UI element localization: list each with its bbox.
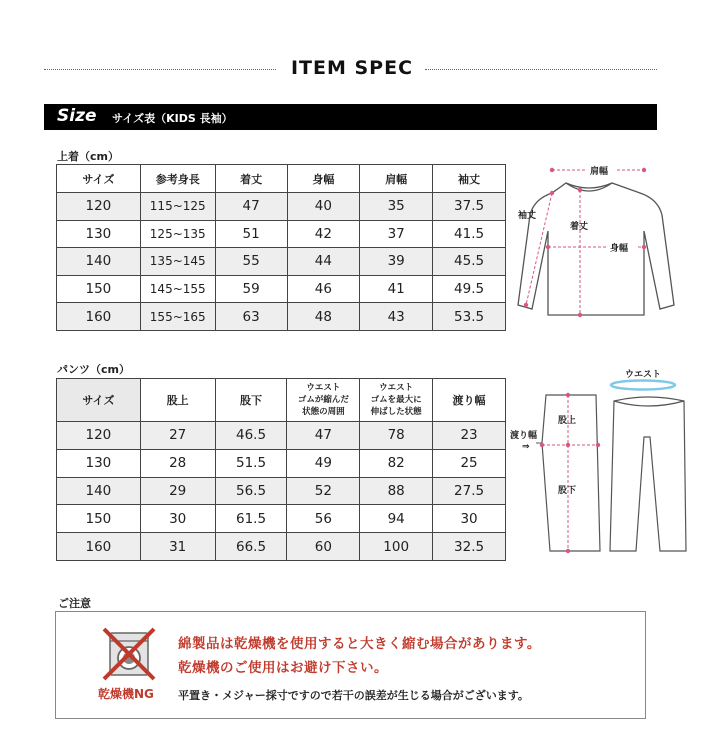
- table-cell: 115~125: [140, 193, 215, 221]
- measure-point: [578, 188, 582, 192]
- measure-point: [642, 168, 646, 172]
- pants-label: パンツ（cm）: [57, 363, 130, 376]
- table-cell: 51: [215, 220, 287, 248]
- measure-point: [546, 245, 550, 249]
- size-heading: Size: [57, 106, 97, 126]
- table-cell: 94: [360, 505, 433, 533]
- waist-measure-ellipse: [611, 381, 675, 390]
- table-cell: 140: [57, 477, 141, 505]
- table-cell: 53.5: [433, 303, 506, 331]
- header-divider-left: [44, 69, 276, 70]
- tshirt-diagram: [508, 155, 683, 325]
- measure-point: [566, 393, 570, 397]
- table-cell: 82: [360, 449, 433, 477]
- table-cell: 28: [140, 449, 215, 477]
- table-row: [57, 533, 506, 561]
- header-line: 伸ばした状態: [370, 407, 422, 417]
- warning-line-2: 乾燥機のご使用はお避け下さい。: [178, 660, 388, 676]
- table-cell: 37.5: [433, 193, 506, 221]
- table-cell: 130: [57, 449, 141, 477]
- measure-point: [550, 191, 554, 195]
- table-cell: 48: [287, 303, 360, 331]
- header-line: 状態の周囲: [302, 407, 345, 417]
- table-cell: 130: [57, 220, 141, 248]
- table-cell: 52: [287, 477, 360, 505]
- table-cell: 120: [57, 193, 141, 221]
- table-cell: 46: [287, 275, 360, 303]
- table-cell: 160: [57, 533, 141, 561]
- no-dryer-icon: [100, 627, 158, 683]
- table-cell: 40: [287, 193, 360, 221]
- diagram-label-inseam: 股下: [558, 486, 577, 496]
- measure-point: [540, 443, 544, 447]
- table-cell: 150: [57, 275, 141, 303]
- table-cell: 160: [57, 303, 141, 331]
- measure-point: [550, 168, 554, 172]
- measure-point: [578, 313, 582, 317]
- table-cell: 30: [433, 505, 506, 533]
- table-cell: 51.5: [215, 449, 287, 477]
- measure-point: [642, 245, 646, 249]
- tops-size-table: [56, 164, 506, 331]
- diagram-label-width: 身幅: [610, 244, 629, 254]
- page-title: ITEM SPEC: [290, 57, 414, 79]
- table-row: [57, 275, 506, 303]
- table-cell: 59: [215, 275, 287, 303]
- table-cell: 100: [360, 533, 433, 561]
- header-line: ゴムが縮んだ: [297, 395, 349, 405]
- header-divider-right: [425, 69, 657, 70]
- size-section-bar: [44, 104, 657, 130]
- table-cell: 145~155: [140, 275, 215, 303]
- header-line: ウエスト: [379, 383, 414, 393]
- table-cell: 46.5: [215, 422, 287, 450]
- warning-line-1: 綿製品は乾燥機を使用すると大きく縮む場合があります。: [178, 636, 541, 652]
- table-cell: 27.5: [433, 477, 506, 505]
- measure-point: [524, 303, 528, 307]
- table-cell: 49: [287, 449, 360, 477]
- table-cell: 39: [360, 248, 433, 276]
- diagram-label-length: 着丈: [570, 222, 589, 232]
- thigh-arrow-icon: ⇒: [522, 442, 530, 452]
- header-line: ウエスト: [306, 383, 341, 393]
- diagram-label-sleeve: 袖丈: [518, 211, 537, 221]
- column-header: サイズ: [57, 165, 141, 193]
- pants-size-table: [56, 378, 506, 561]
- table-cell: 55: [215, 248, 287, 276]
- column-header: サイズ: [57, 379, 141, 422]
- table-header-row: [57, 165, 506, 193]
- column-header-waist-stretched: [360, 379, 433, 422]
- table-header-row: [57, 379, 506, 422]
- table-cell: 31: [140, 533, 215, 561]
- diagram-label-shoulder: 肩幅: [590, 167, 609, 177]
- measure-point: [596, 443, 600, 447]
- table-cell: 78: [360, 422, 433, 450]
- column-header: 参考身長: [140, 165, 215, 193]
- table-cell: 37: [360, 220, 433, 248]
- table-cell: 32.5: [433, 533, 506, 561]
- diagram-label-waist: ウエスト: [625, 370, 662, 380]
- table-cell: 41.5: [433, 220, 506, 248]
- column-header: 身幅: [287, 165, 360, 193]
- table-cell: 30: [140, 505, 215, 533]
- table-cell: 56.5: [215, 477, 287, 505]
- table-cell: 41: [360, 275, 433, 303]
- table-cell: 25: [433, 449, 506, 477]
- table-cell: 88: [360, 477, 433, 505]
- table-cell: 29: [140, 477, 215, 505]
- table-cell: 47: [215, 193, 287, 221]
- tshirt-outline: [518, 183, 674, 315]
- table-cell: 60: [287, 533, 360, 561]
- table-row: [57, 220, 506, 248]
- table-row: [57, 193, 506, 221]
- column-header: 股下: [215, 379, 287, 422]
- diagram-label-rise: 股上: [558, 416, 577, 426]
- pants-front-outline: [610, 397, 686, 551]
- table-cell: 155~165: [140, 303, 215, 331]
- table-cell: 45.5: [433, 248, 506, 276]
- column-header: 渡り幅: [433, 379, 506, 422]
- table-cell: 125~135: [140, 220, 215, 248]
- notice-label: ご注意: [58, 597, 91, 610]
- header-line: ゴムを最大に: [370, 395, 422, 405]
- table-row: [57, 303, 506, 331]
- table-row: [57, 477, 506, 505]
- column-header: 肩幅: [360, 165, 433, 193]
- notice-box: [55, 611, 646, 719]
- table-cell: 66.5: [215, 533, 287, 561]
- table-cell: 63: [215, 303, 287, 331]
- table-cell: 42: [287, 220, 360, 248]
- table-cell: 135~145: [140, 248, 215, 276]
- no-dryer-label: 乾燥機NG: [98, 687, 154, 701]
- diagram-label-thigh: 渡り幅: [510, 431, 538, 441]
- column-header: 着丈: [215, 165, 287, 193]
- column-header-waist-relaxed: [287, 379, 360, 422]
- table-cell: 56: [287, 505, 360, 533]
- table-row: [57, 449, 506, 477]
- table-cell: 27: [140, 422, 215, 450]
- table-cell: 47: [287, 422, 360, 450]
- pants-diagram: [508, 365, 698, 560]
- size-subheading: サイズ表（KIDS 長袖）: [112, 112, 233, 125]
- table-row: [57, 422, 506, 450]
- column-header: 袖丈: [433, 165, 506, 193]
- table-cell: 35: [360, 193, 433, 221]
- table-cell: 49.5: [433, 275, 506, 303]
- table-row: [57, 505, 506, 533]
- table-cell: 23: [433, 422, 506, 450]
- measure-point: [566, 549, 570, 553]
- column-header: 股上: [140, 379, 215, 422]
- table-cell: 44: [287, 248, 360, 276]
- table-cell: 43: [360, 303, 433, 331]
- table-cell: 120: [57, 422, 141, 450]
- table-cell: 150: [57, 505, 141, 533]
- warning-line-3: 平置き・メジャー採寸ですので若干の誤差が生じる場合がございます。: [178, 689, 529, 702]
- tops-label: 上着（cm）: [57, 150, 119, 163]
- table-cell: 140: [57, 248, 141, 276]
- table-row: [57, 248, 506, 276]
- table-cell: 61.5: [215, 505, 287, 533]
